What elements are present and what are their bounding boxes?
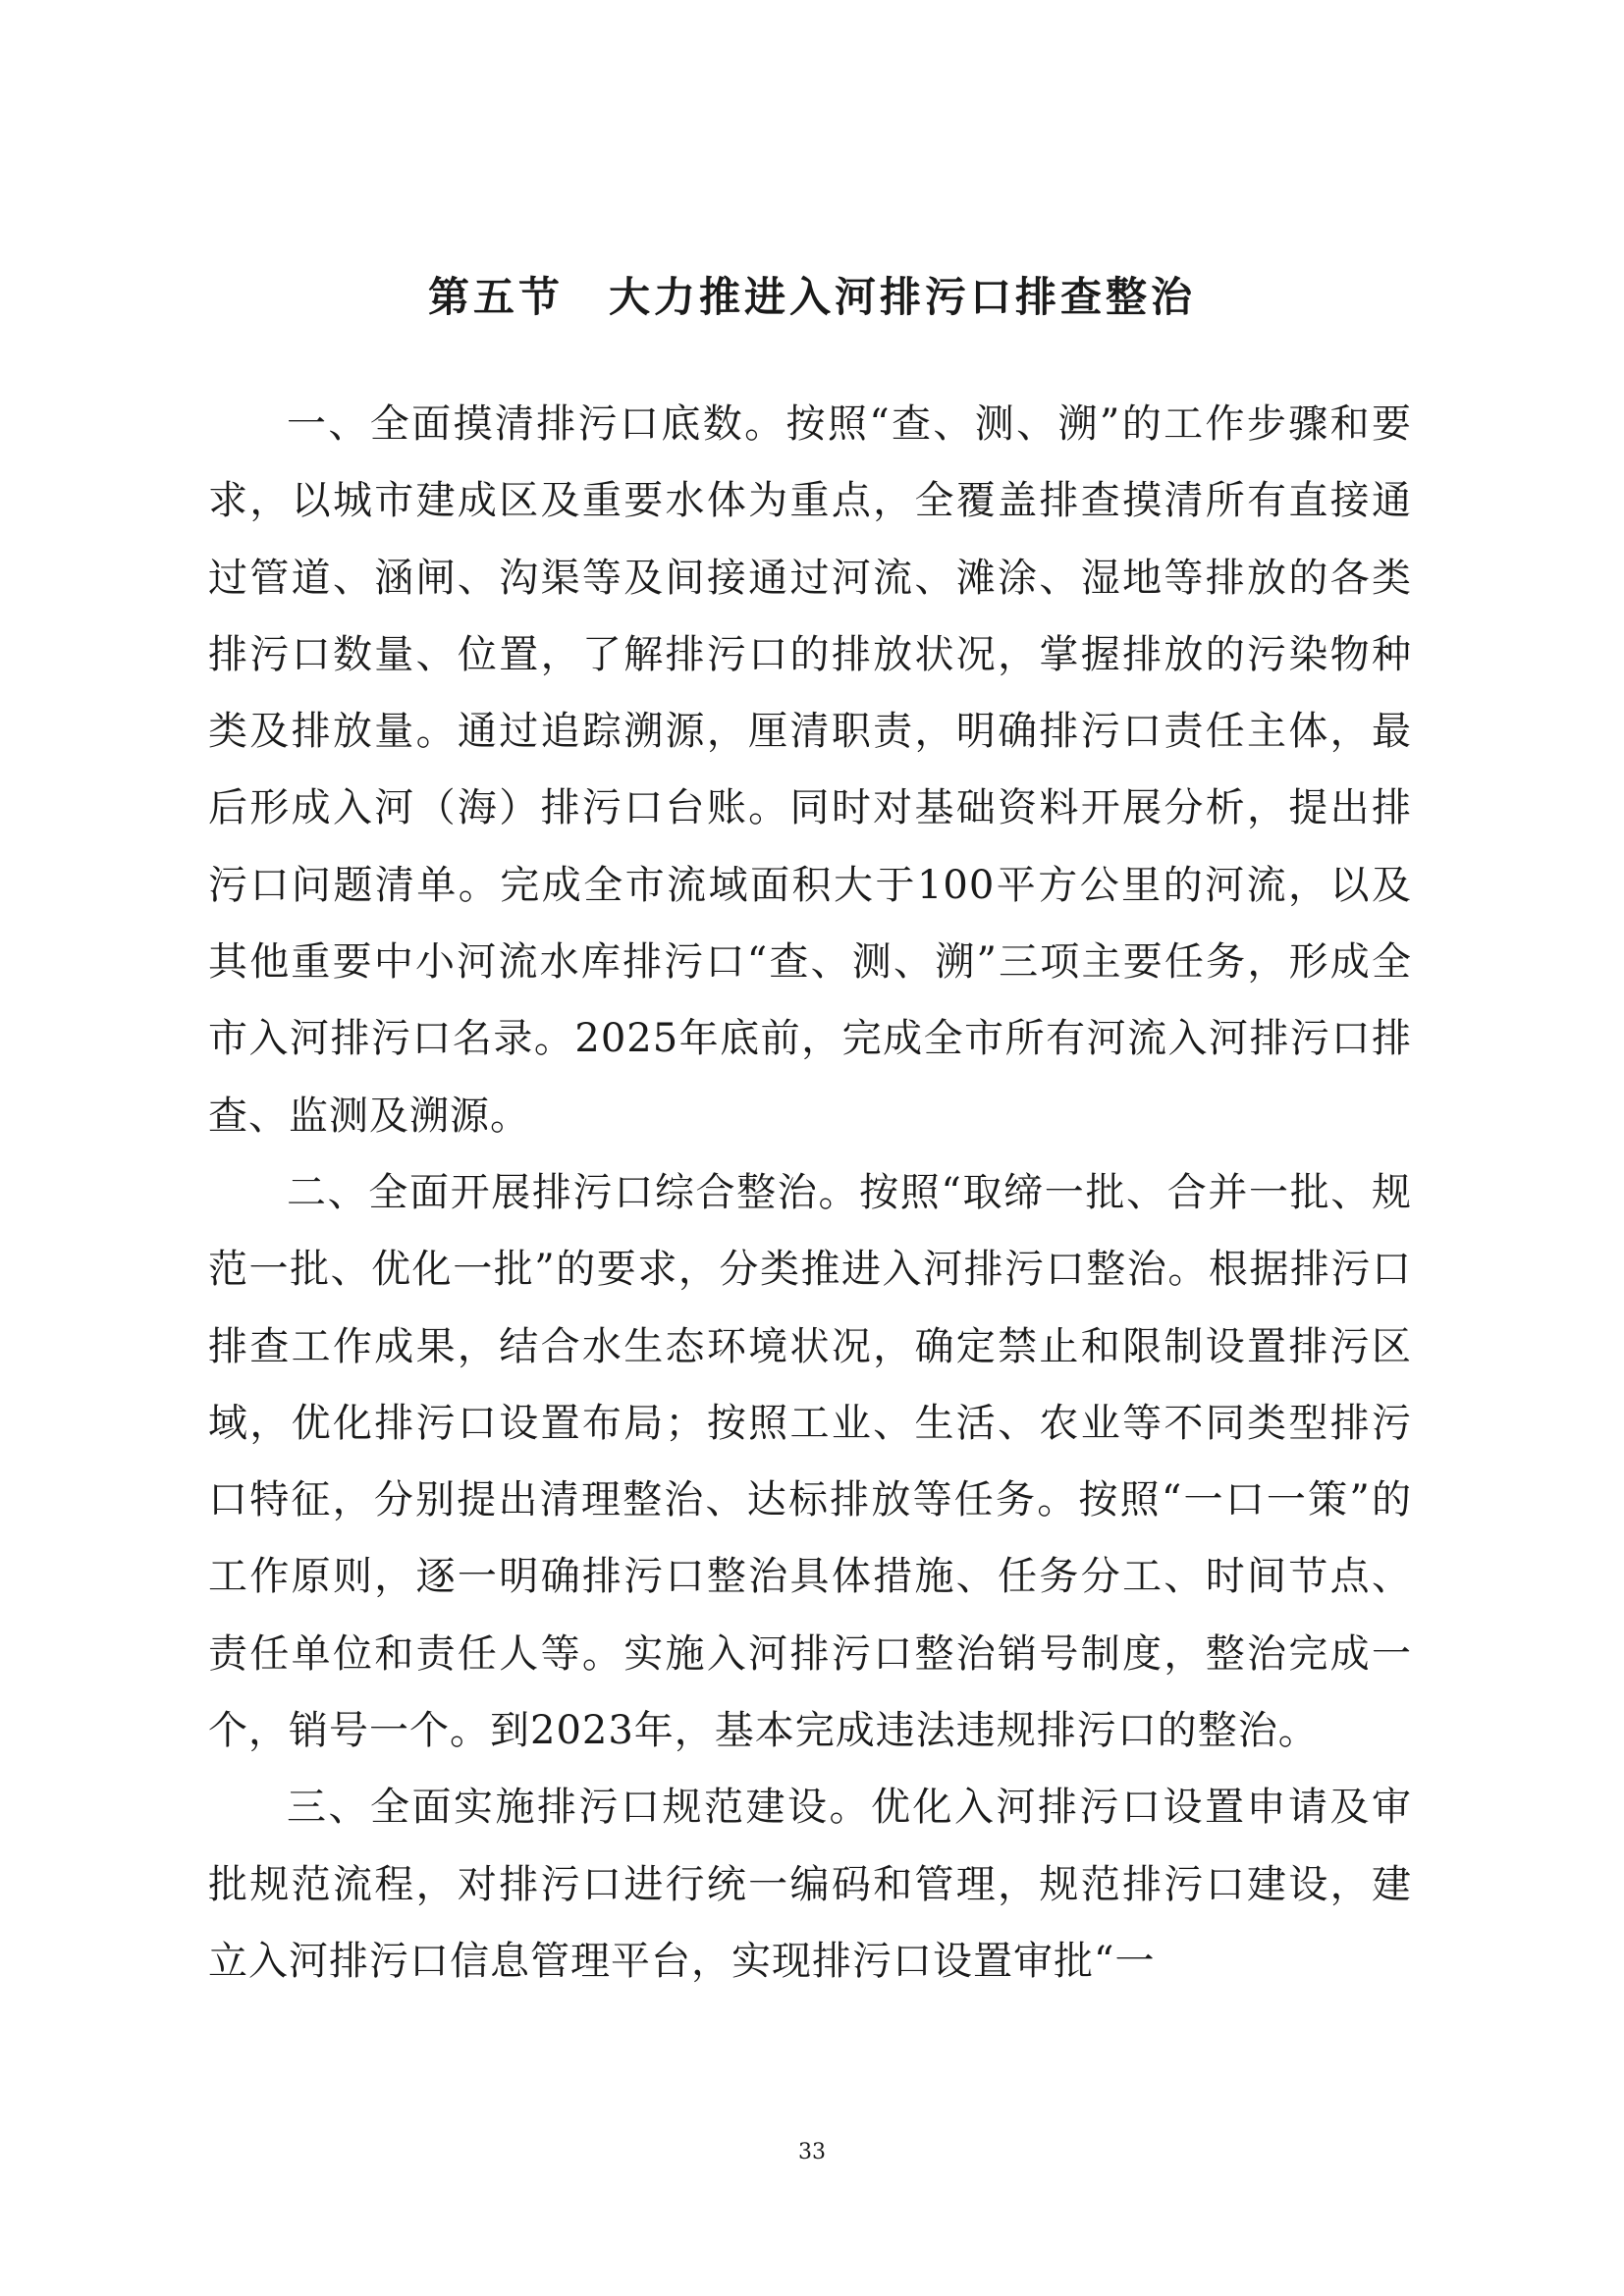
section-title: 第五节 大力推进入河排污口排查整治: [427, 272, 1196, 321]
paragraph-1: 一、全面摸清排污口底数。按照“查、测、溯”的工作步骤和要求，以城市建成区及重要水体为重点，全覆盖排查摸清所有直接通过管道、涵闸、沟渠等及间接通过河流、滩涂、湿地等排放的各类排污口数量、位置，了解排污口的排放状况，掌握排放的污染物种类及排放量。通过追踪溯源，厘清职责，明确排污口责任主体，最后形成入河（海）排污口台账。同时对基础资料开展分析，提出排污口问题清单。完成全市流域面积大于100平方公里的河流，以及其他重要中小河流水库排污口“查、测、溯”三项主要任务，形成全市入河排污口名录。2025年底前，完成全市所有河流入河排污口排查、监测及溯源。: [208, 401, 1412, 1139]
paragraph-3: 三、全面实施排污口规范建设。优化入河排污口设置申请及审批规范流程，对排污口进行统一编码和管理，规范排污口建设，建立入河排污口信息管理平台，实现排污口设置审批“一: [208, 1785, 1412, 1984]
page-number: 33: [798, 2140, 826, 2164]
paragraph-2: 二、全面开展排污口综合整治。按照“取缔一批、合并一批、规范一批、优化一批”的要求，分类推进入河排污口整治。根据排污口排查工作成果，结合水生态环境状况，确定禁止和限制设置排污区域，优化排污口设置布局；按照工业、生活、农业等不同类型排污口特征，分别提出清理整治、达标排放等任务。按照“一口一策”的工作原则，逐一明确排污口整治具体措施、任务分工、时间节点、责任单位和责任人等。实施入河排污口整治销号制度，整治完成一个，销号一个。到2023年，基本完成违法违规排污口的整治。: [208, 1169, 1412, 1754]
document-body: [208, 386, 1412, 2000]
